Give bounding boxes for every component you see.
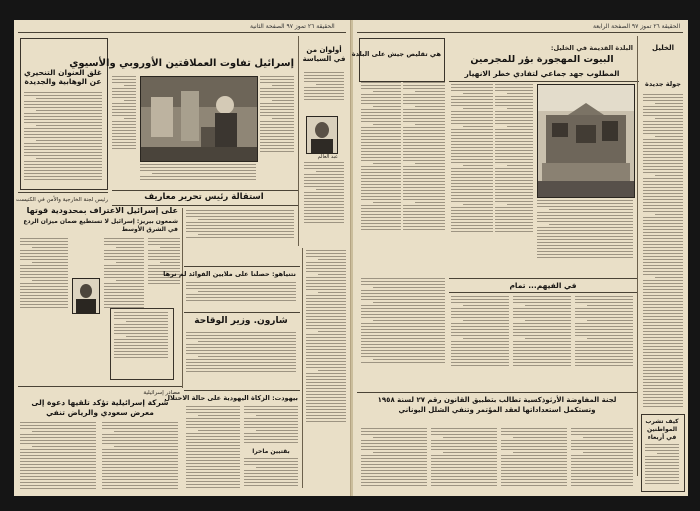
mid-left-col-1 [20,238,68,334]
newspaper-spread [14,20,688,496]
mid-left-subhead: شمعون بيريز: إسرائيل لا تستطيع ضمان ميزان الردع في الشرق الأوسط [23,218,178,233]
side-headline: كيف تشرب المواطنين في أربعاء [645,418,679,441]
lower-center-col-2 [244,406,298,446]
right-mid-col-3 [575,296,633,388]
bottom-headline: لجنة المفاوضة الأرثوذكسية تطالب بتطبيق القانون رقم ٢٧ لسنة ١٩٥٨ وتستكمل استعداداتها لعقد المؤتمر وتنفي الشلل اليوناني [377,396,617,414]
small-box-headline: بقتيين ماحرا [252,448,290,455]
bottom-col-4 [571,428,633,490]
right-top-box [351,38,445,82]
center-headline: البيوت المهجورة بؤر للمجرمين [470,54,614,65]
right-left-col-2 [403,82,445,272]
side-top-headline: جولة جديدة [645,80,681,88]
lower-center-col-3 [244,458,298,492]
mid-left-kicker: رئيس لجنة الخارجية والأمن في الكنيست [15,197,108,203]
top-right-headline: أولوان من في السياسة [302,46,346,63]
center-col-1 [451,84,493,274]
lower-left-headline: شركة إسرائيلية تؤكد تلقيها دعوة إلى معرض سعودي والرياض تنفي [31,398,169,417]
top-left-headline: غلق العنوان التنحيري عن الوهابية والجديدة [23,68,103,86]
section-label: الخليل [651,44,675,52]
mid-left-headline: على إسرائيل الاعتراف بمحدودية قوتها [26,206,178,215]
right-band-headline: في الفيهم... تمام [509,281,577,290]
mid-left-portrait [72,278,100,314]
portrait-photo [306,116,338,154]
top-center-side-text [112,76,136,176]
side-bottom-text [645,444,679,488]
top-right-text-1 [304,72,344,112]
right-left-col-1 [361,82,401,272]
top-center-photo [140,76,258,162]
lower-center-headline: شارون. وزير الوقاحة [194,316,288,326]
lower-center-col-1 [186,406,240,492]
photo-side-text [537,200,633,274]
box-headline: هي تقليص جيش على البلدة [351,50,441,58]
left-page-folio: الحقيقة ٢٦ تموز ٩٧ الصفحة الثانية [250,23,335,30]
left-page [14,20,352,496]
top-center-right-text [260,76,294,180]
lower-left-col-2 [102,422,178,492]
right-side-column-text [643,94,683,410]
lower-left-kicker: مصادر إسرائيلية [143,390,180,396]
right-column-text [306,250,346,486]
bottom-col-3 [501,428,567,490]
right-page-folio: الحقيقة ٢٦ تموز ٩٧ الصفحة الرابعة [593,23,681,30]
center-text-upper [186,210,294,250]
center-text-mid [186,282,296,310]
lower-left-col-1 [20,422,96,492]
top-left-body-text [24,92,102,184]
bottom-col-1 [361,428,427,490]
lower-center-sub: بيهودت: الزكاة اليهودية على حالة الاحتلال [164,394,298,402]
right-mid-col-1 [451,296,509,388]
lower-center-text [186,332,296,388]
center-kicker: البلدة القديمة في الخليل: [550,44,633,52]
small-headline: نتنياهو: حصلنا على ملايين الفوائد لم نرها [163,270,296,278]
old-city-photo [537,84,635,198]
center-col-2 [495,84,533,274]
band-headline: استقالة رئيس تحرير معاريف [144,192,264,202]
bottom-col-2 [431,428,497,490]
small-box-text [114,312,168,374]
top-right-text-2 [304,162,344,244]
right-mid-col-2 [513,296,571,388]
right-page [353,20,688,496]
photo-caption-text [140,164,256,188]
top-center-headline: إسرائيل تفاوت العملاقتين الأوروبي والأسيوي [69,58,294,69]
center-subhead: المطلوب جهد جماعي لتفادي خطر الانهيار [464,69,620,78]
right-lower-left-text [361,278,445,388]
portrait-caption: عبد العالم [317,154,338,160]
